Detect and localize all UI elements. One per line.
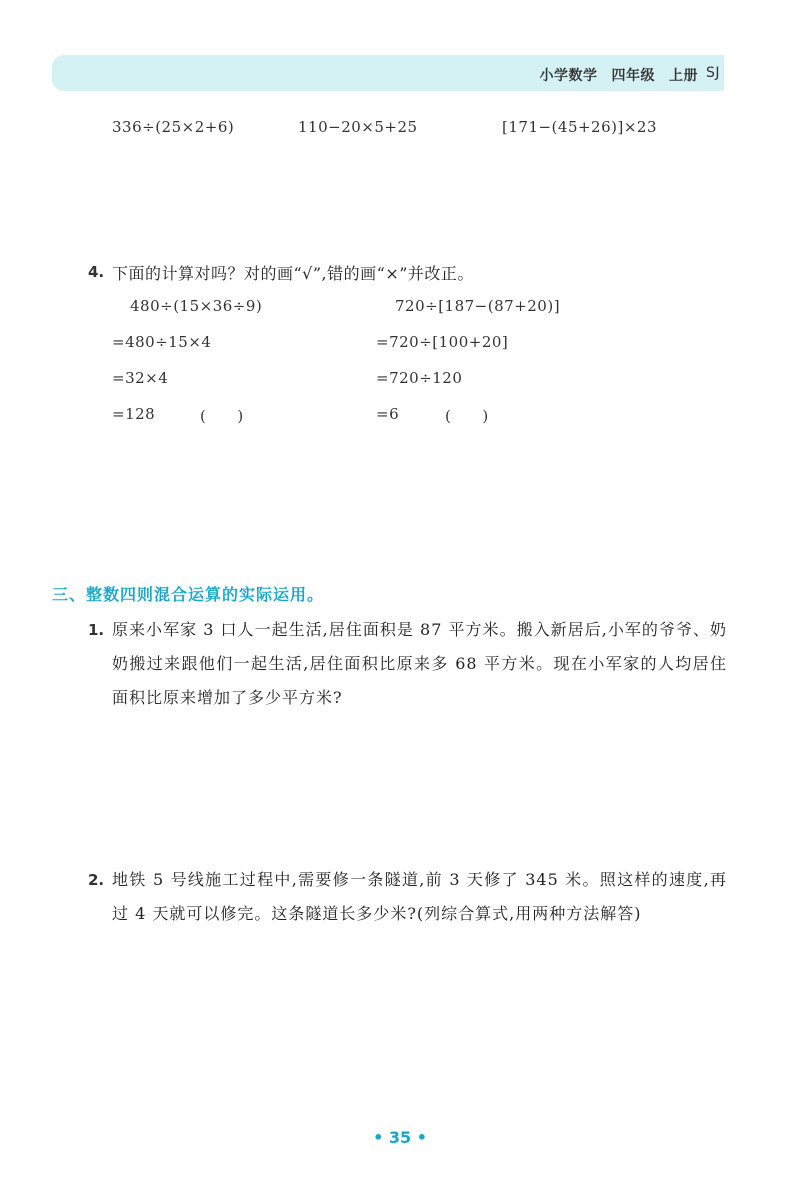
question-2-number: 2. [88, 871, 105, 889]
right-step-3: =720÷120 [376, 369, 463, 387]
page-header [539, 65, 720, 85]
header-grade: 四年级 [611, 68, 655, 84]
exercise-1: 336÷(25×2+6) [112, 118, 235, 136]
left-answer-bracket[interactable]: ( ) [200, 407, 244, 425]
header-volume: 上册 [668, 68, 698, 84]
section-3-title: 三、整数四则混合运算的实际运用。 [52, 585, 325, 604]
right-step-2: =720÷[100+20] [376, 333, 509, 351]
question-4-number: 4. [88, 263, 105, 281]
question-1-number: 1. [88, 621, 105, 639]
exercise-3: [171−(45+26)]×23 [502, 118, 658, 136]
left-step-3: =32×4 [112, 369, 169, 387]
question-1-text: 原来小军家 3 口人一起生活,居住面积是 87 平方米。搬入新居后,小军的爷爷、奶奶搬过来跟他们一起生活,居住面积比原来多 68 平方米。现在小军家的人均居住面积比原来增加了多少平方米? [112, 620, 727, 707]
right-step-1: 720÷[187−(87+20)] [395, 297, 561, 315]
exercise-2: 110−20×5+25 [298, 118, 418, 136]
question-2-text: 地铁 5 号线施工过程中,需要修一条隧道,前 3 天修了 345 米。照这样的速度,再过 4 天就可以修完。这条隧道长多少米?(列综合算式,用两种方法解答) [112, 870, 727, 923]
left-step-1: 480÷(15×36÷9) [130, 297, 263, 315]
right-step-4: =6 [376, 405, 400, 423]
header-subject: 小学数学 [539, 68, 598, 84]
header-edition: SJ [705, 65, 720, 81]
right-answer-bracket[interactable]: ( ) [445, 407, 489, 425]
left-step-2: =480÷15×4 [112, 333, 212, 351]
question-4-prompt: 下面的计算对吗？对的画“√”,错的画“×”并改正。 [112, 264, 474, 283]
page-number: • 35 • [373, 1128, 427, 1147]
left-step-4: =128 [112, 405, 156, 423]
